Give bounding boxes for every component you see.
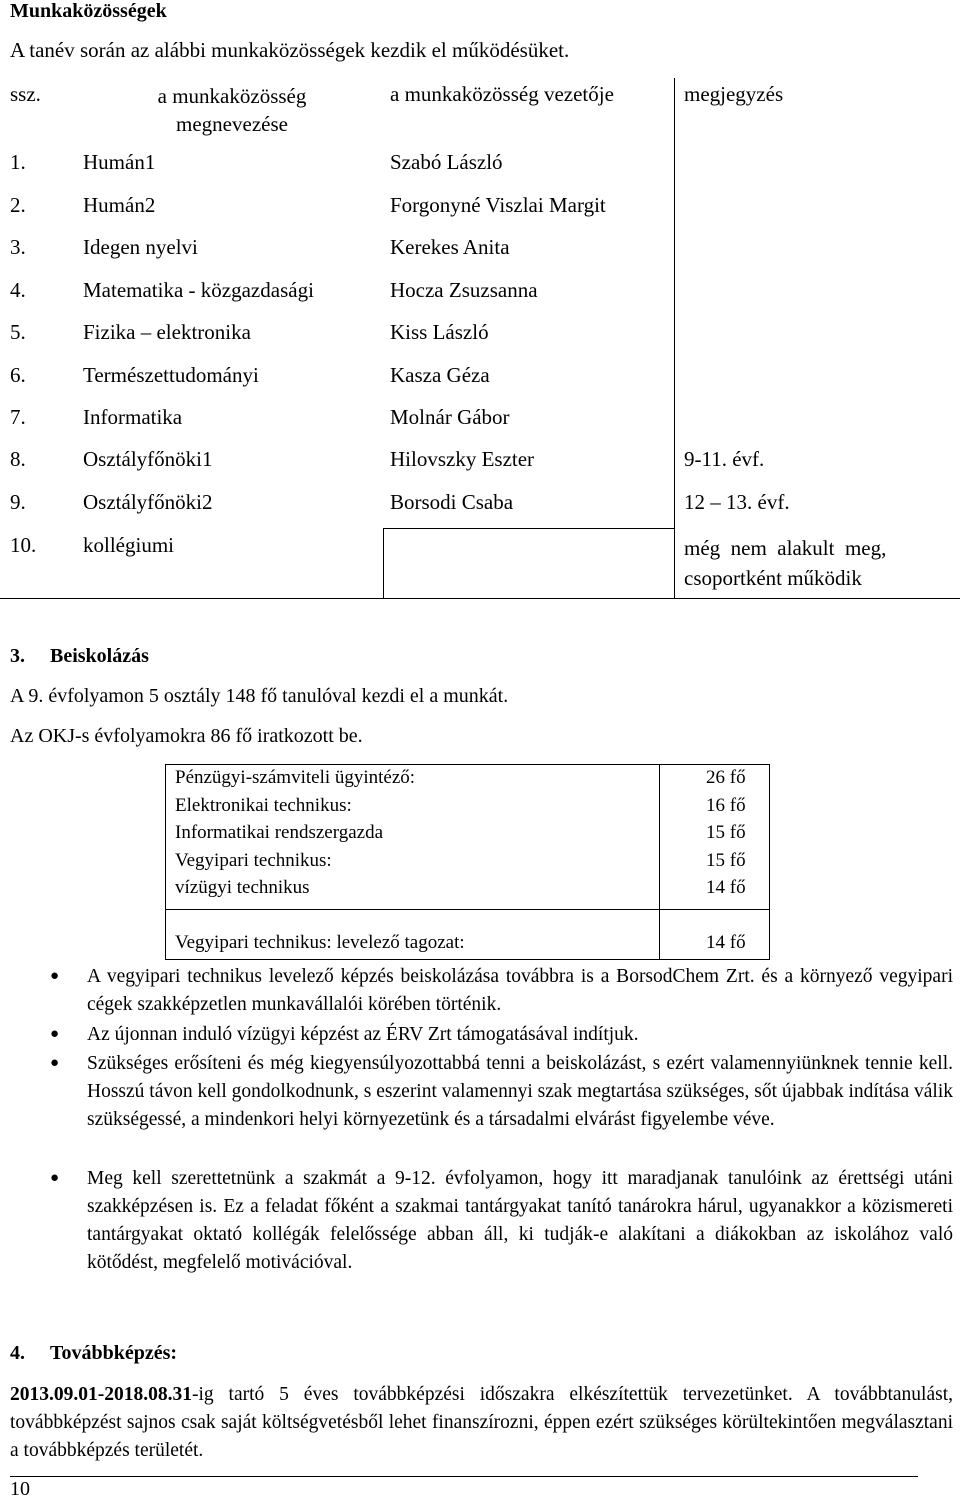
- page-number: 10: [10, 1478, 30, 1500]
- footer-rule: [10, 1476, 918, 1477]
- table-header-name: [82, 82, 382, 138]
- okj-label: Informatikai rendszergazda: [175, 822, 384, 843]
- table-cell-name: kollégiumi: [83, 533, 174, 557]
- section-3-number: 3.: [10, 645, 25, 667]
- table-cell-leader: Kiss László: [390, 320, 489, 344]
- section-3-title: Beiskolázás: [50, 645, 149, 667]
- okj-row: [175, 795, 770, 817]
- table-cell-leader: Szabó László: [390, 150, 503, 174]
- table-cell-note: 9-11. évf.: [684, 447, 765, 471]
- table-cell-name: Fizika – elektronika: [83, 320, 251, 344]
- table-header-name-line2: megnevezése: [176, 112, 288, 136]
- table-cell-note-line1: még nem alakult meg,: [684, 536, 887, 560]
- bullet-icon: ●: [50, 1055, 60, 1071]
- table-row10-divider: [383, 528, 384, 598]
- okj-row: [175, 767, 770, 789]
- table-divider-vertical: [674, 78, 675, 598]
- okj-count: 15 fő: [706, 849, 746, 871]
- okj-box-left-border: [165, 764, 166, 960]
- bullet-icon: ●: [50, 968, 60, 984]
- okj-label: vízügyi technikus: [175, 877, 310, 898]
- okj-enrollment-box: [165, 764, 770, 960]
- table-cell-leader: Kerekes Anita: [390, 235, 510, 259]
- okj-box-bottom-border: [165, 959, 770, 960]
- table-cell-number: 1.: [10, 150, 26, 174]
- bullet-text-3: Szükséges erősíteni és még kiegyensúlyozottabbá tenni a beiskolázást, s ezért valamennyiünknek tennie kell. Hosszú távon kell gondolkodnunk, s eszerint valamennyi szak megtartása szükséges, sőt újabbak indítása válik szükségessé, a mindenkori helyi környezetünk és a társadalmi elvárást figyelembe véve.: [87, 1053, 953, 1130]
- enrollment-line-1: A 9. évfolyamon 5 osztály 148 fő tanulóval kezdi el a munkát.: [10, 685, 509, 707]
- table-row10-top-border: [383, 528, 675, 529]
- table-cell-note: [684, 533, 886, 593]
- table-header-leader: a munkaközösség vezetője: [390, 82, 614, 106]
- bullet-text-2: Az újonnan induló vízügyi képzést az ÉRV Zrt támogatásával indítjuk.: [87, 1024, 639, 1045]
- table-cell-note: 12 – 13. évf.: [684, 490, 790, 514]
- okj-levelezo-count: 14 fő: [706, 932, 746, 953]
- table-cell-leader: Hocza Zsuzsanna: [390, 278, 538, 302]
- table-cell-name: Humán2: [83, 193, 156, 217]
- table-cell-number: 7.: [10, 405, 26, 429]
- section-heading-munkakozossegek: Munkaközösségek: [10, 0, 167, 22]
- okj-count: 16 fő: [706, 794, 746, 816]
- okj-count: 26 fő: [706, 767, 746, 788]
- table-header-note: megjegyzés: [684, 82, 784, 106]
- table-cell-leader: Hilovszky Eszter: [390, 447, 535, 471]
- okj-count: 14 fő: [706, 877, 746, 898]
- table-cell-number: 3.: [10, 235, 26, 259]
- okj-count: 15 fő: [706, 822, 746, 843]
- table-cell-leader: Borsodi Csaba: [390, 490, 514, 514]
- section-4-title: Továbbképzés:: [50, 1342, 178, 1364]
- okj-box-top-border: [165, 764, 770, 765]
- bullet-text-1: A vegyipari technikus levelező képzés beiskolázása továbbra is a BorsodChem Zrt. és a környező vegyipari cégek szakképzetlen munkavállalói körében történik.: [87, 966, 953, 1015]
- section-4-heading: [10, 1342, 177, 1365]
- table-bottom-border: [0, 598, 960, 599]
- training-text: -ig tartó 5 éves továbbképzési időszakra elkészítettük tervezetünket. A továbbtanulást, továbbképzést sajnos csak saját költségvetésből lehet finanszírozni, éppen ezért szükséges körültekintően megválasztani a továbbképzés területét.: [10, 1384, 953, 1461]
- table-cell-name: Matematika - közgazdasági: [83, 278, 314, 302]
- table-cell-name: Természettudományi: [83, 363, 259, 387]
- table-header-name-line1: a munkaközösség: [157, 84, 307, 108]
- okj-row: [175, 877, 770, 899]
- table-header-ssz: ssz.: [10, 82, 41, 106]
- bullet-text-4: Meg kell szerettetnünk a szakmát a 9-12. évfolyamon, hogy itt maradjanak tanulóink az érettségi utáni szakképzésen is. Ez a feladat főként a szakmai tantárgyakat tanító tanárokra hárul, ugyanakkor a közismereti tantárgyakat oktató kollégák felelőssége abban áll, ki tudják-e alakítani a diákokban az iskolához való kötődést, megfelelő motivációval.: [87, 1168, 953, 1273]
- intro-text: A tanév során az alábbi munkaközösségek kezdik el működésüket.: [10, 38, 570, 62]
- okj-label: Pénzügyi-számviteli ügyintéző:: [175, 767, 416, 788]
- table-cell-note-line2: csoportként működik: [684, 566, 862, 590]
- training-period: 2013.09.01-2018.08.31: [10, 1384, 192, 1405]
- table-cell-number: 10.: [10, 533, 37, 557]
- okj-levelezo-row: [175, 932, 770, 954]
- okj-label: Vegyipari technikus:: [175, 849, 332, 871]
- okj-row: [175, 850, 770, 872]
- bullet-icon: ●: [50, 1026, 60, 1042]
- table-cell-number: 2.: [10, 193, 26, 217]
- table-cell-leader: Forgonyné Viszlai Margit: [390, 193, 606, 217]
- okj-levelezo-label: Vegyipari technikus: levelező tagozat:: [175, 932, 465, 953]
- okj-box-separator: [165, 909, 770, 910]
- table-cell-name: Osztályfőnöki1: [83, 447, 213, 471]
- table-cell-number: 6.: [10, 363, 26, 387]
- enrollment-line-2: Az OKJ-s évfolyamokra 86 fő iratkozott be.: [10, 725, 363, 747]
- section-4-number: 4.: [10, 1342, 25, 1364]
- bullet-icon: ●: [50, 1170, 60, 1186]
- table-cell-name: Informatika: [83, 405, 183, 429]
- table-cell-name: Osztályfőnöki2: [83, 490, 213, 514]
- section-3-heading: [10, 645, 149, 668]
- table-cell-number: 9.: [10, 490, 26, 514]
- okj-row: [175, 822, 770, 844]
- table-cell-name: Humán1: [83, 150, 156, 174]
- table-cell-leader: Molnár Gábor: [390, 405, 510, 429]
- table-cell-number: 8.: [10, 447, 26, 471]
- training-paragraph: [10, 1381, 953, 1465]
- table-cell-number: 5.: [10, 320, 26, 344]
- table-cell-leader: Kasza Géza: [390, 363, 490, 387]
- table-cell-name: Idegen nyelvi: [83, 235, 198, 259]
- okj-label: Elektronikai technikus:: [175, 794, 352, 816]
- table-cell-number: 4.: [10, 278, 26, 302]
